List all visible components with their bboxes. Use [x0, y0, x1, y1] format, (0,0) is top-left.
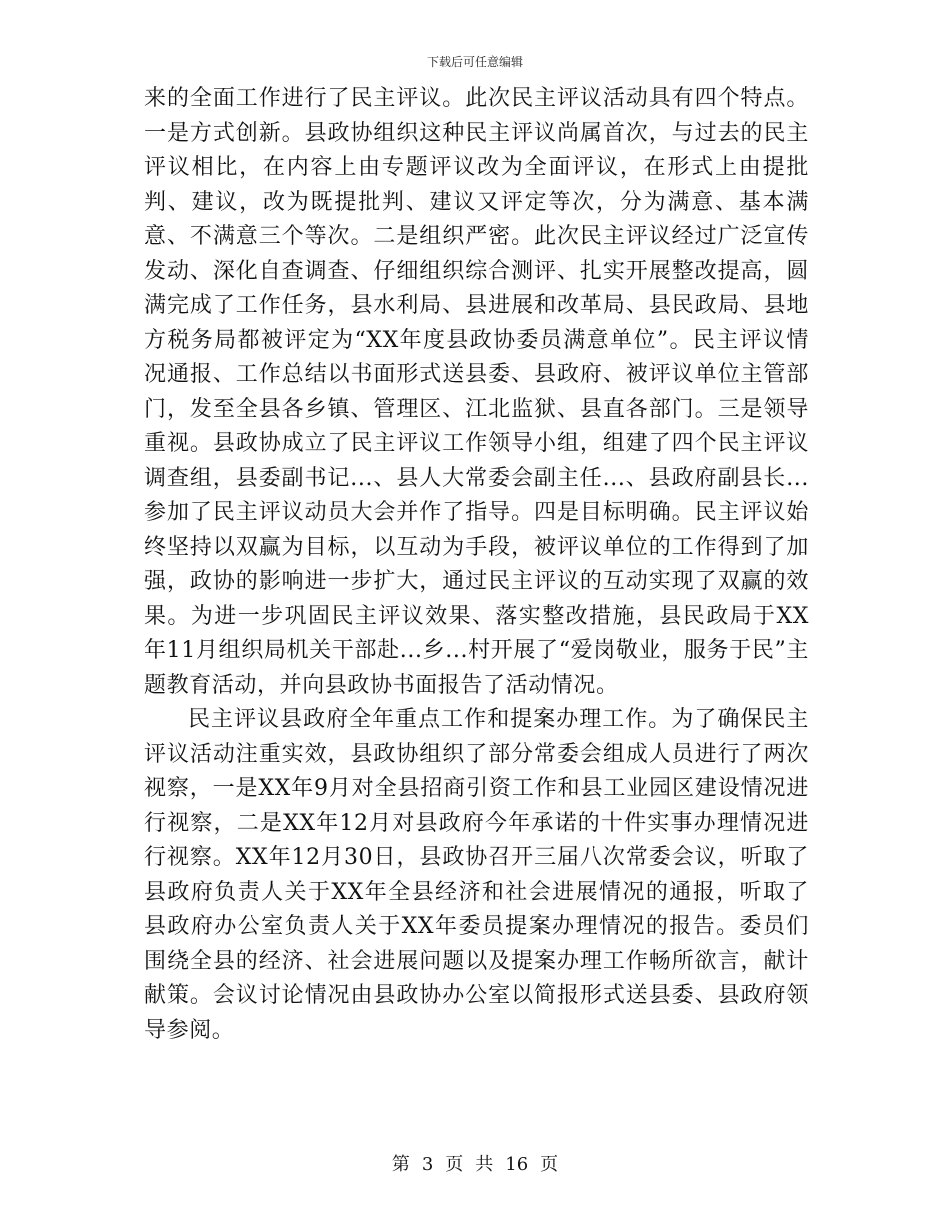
- footer-suffix: 页: [540, 1154, 559, 1175]
- footer-total-word: 共: [475, 1154, 494, 1175]
- body-paragraph-2: 民主评议县政府全年重点工作和提案办理工作。为了确保民主评议活动注重实效，县政协组织了部分常委会组成人员进行了两次视察，一是XX年9月对全县招商引资工作和县工业园区建设情况进行视察，二是XX年12月对县政府今年承诺的十件实事办理情况进行视察。XX年12月30日，县政协召开三届八次常委会议，听取了县政府负责人关于XX年全县经济和社会进展情况的通报，听取了县政府办公室负责人关于XX年委员提案办理情况的报告。委员们围绕全县的经济、社会进展问题以及提案办理工作畅所欲言，献计献策。会议讨论情况由县政协办公室以简报形式送县委、县政府领导参阅。: [144, 707, 809, 1043]
- body-paragraph-1: 来的全面工作进行了民主评议。此次民主评议活动具有四个特点。一是方式创新。县政协组织这种民主评议尚属首次，与过去的民主评议相比，在内容上由专题评议改为全面评议，在形式上由提批判、建议，改为既提批判、建议又评定等次，分为满意、基本满意、不满意三个等次。二是组织严密。此次民主评议经过广泛宣传发动、深化自查调查、仔细组织综合测评、扎实开展整改提高，圆满完成了工作任务，县水利局、县进展和改革局、县民政局、县地方税务局都被评定为“XX年度县政协委员满意单位”。民主评议情况通报、工作总结以书面形式送县委、县政府、被评议单位主管部门，发至全县各乡镇、管理区、江北监狱、县直各部门。三是领导重视。县政协成立了民主评议工作领导小组，组建了四个民主评议调查组，县委副书记...、县人大常委会副主任...、县政府副县长...参加了民主评议动员大会并作了指导。四是目标明确。民主评议始终坚持以双赢为目标，以互动为手段，被评议单位的工作得到了加强，政协的影响进一步扩大，通过民主评议的互动实现了双赢的效果。为进一步巩固民主评议效果、落实整改措施，县民政局于XX年11月组织局机关干部赴...乡...村开展了“爱岗敬业，服务于民”主题教育活动，并向县政协书面报告了活动情况。: [144, 86, 809, 698]
- document-body: [144, 82, 809, 1048]
- footer-page-word: 页: [445, 1154, 464, 1175]
- footer-current-page: 3: [421, 1154, 434, 1175]
- page-header: 下载后可任意编辑: [426, 55, 523, 69]
- page-footer: [0, 1154, 950, 1176]
- footer-total-pages: 16: [505, 1154, 529, 1175]
- footer-prefix: 第: [391, 1154, 410, 1175]
